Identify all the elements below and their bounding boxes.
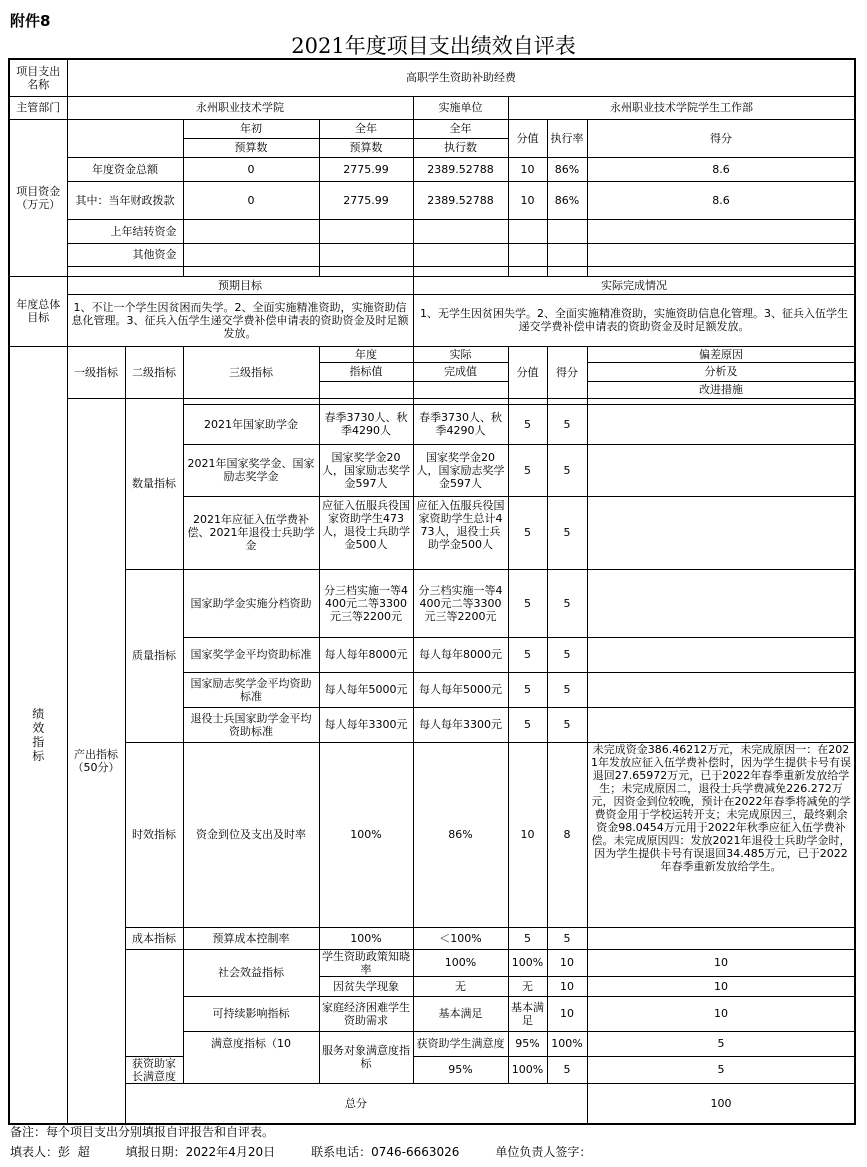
cost-indicator-label: 成本指标 [125, 927, 183, 949]
dept-value: 永州职业技术学院 [67, 96, 413, 119]
indicator-score: 5 [508, 496, 547, 569]
indicator-name: 2021年应征入伍学费补偿、2021年退役士兵助学金 [183, 496, 319, 569]
funds-row-label: 其他资金 [67, 243, 183, 266]
indicator-get: 5 [547, 672, 587, 707]
indicator-name: 国家励志奖学金平均资助标准 [183, 672, 319, 707]
indicator-score: 10 [547, 976, 587, 996]
indicator-done: 100% [508, 949, 547, 976]
indicator-done: 无 [508, 976, 547, 996]
funds-row-year: 2775.99 [319, 181, 413, 219]
funds-row-label: 年度资金总额 [67, 157, 183, 181]
indicator-get: 10 [587, 949, 855, 976]
funds-row-year: 2775.99 [319, 157, 413, 181]
indicator-get: 5 [547, 404, 587, 444]
time-indicator-label: 时效指标 [125, 742, 183, 927]
indicator-done: 基本满足 [508, 996, 547, 1031]
indicator-name: 获资助家长满意度 [125, 1056, 183, 1083]
funds-row-get: 8.6 [587, 157, 855, 181]
indicator-done: 分三档实施一等4400元二等3300元三等2200元 [413, 569, 508, 637]
indicator-name: 退役士兵国家助学金平均资助标准 [183, 707, 319, 742]
indicator-name: 2021年国家奖学金、国家励志奖学金 [183, 444, 319, 496]
indicator-score: 5 [508, 569, 547, 637]
indicator-done: 每人每年3300元 [413, 707, 508, 742]
indicator-score: 5 [508, 927, 547, 949]
satisfaction-indicator-label: 满意度指标（10 [183, 1031, 319, 1083]
indicator-target: 100% [413, 949, 508, 976]
indicator-score: 5 [508, 637, 547, 672]
expected-goal-label: 预期目标 [67, 276, 413, 294]
indicator-name: 因贫失学现象 [319, 976, 413, 996]
perf-h-target-1: 年度 [319, 346, 413, 362]
actual-goal-label: 实际完成情况 [413, 276, 855, 294]
indicator-done: ＜100% [413, 927, 508, 949]
indicator-get: 5 [547, 637, 587, 672]
qual-indicator-label: 质量指标 [125, 569, 183, 742]
project-name: 高职学生资助补助经费 [67, 59, 855, 96]
perf-h-done-2: 完成值 [413, 362, 508, 381]
perf-h-l1: 一级指标 [67, 346, 125, 398]
indicator-get: 5 [587, 1056, 855, 1083]
remark: 备注：每个项目支出分别填报自评报告和自评表。 [10, 1125, 275, 1139]
project-name-label: 项目支出名称 [9, 59, 67, 96]
filler: 填表人：彭 超 [10, 1145, 90, 1159]
indicator-get: 5 [547, 496, 587, 569]
perf-label: 绩效指标 [9, 346, 67, 1124]
social-indicator-label: 社会效益指标 [183, 949, 319, 996]
indicator-get: 10 [587, 976, 855, 996]
indicator-done: 86% [413, 742, 508, 927]
funds-h-exec-1: 全年 [413, 119, 508, 138]
indicator-target: 分三档实施一等4400元二等3300元三等2200元 [319, 569, 413, 637]
indicator-target: 100% [319, 927, 413, 949]
indicator-score: 5 [587, 1031, 855, 1056]
funds-row-begin: 0 [183, 181, 319, 219]
perf-h-done-1: 实际 [413, 346, 508, 362]
funds-row-exec: 2389.52788 [413, 181, 508, 219]
funds-h-score: 分值 [508, 119, 547, 157]
indicator-score: 5 [547, 1056, 587, 1083]
goals-label: 年度总体目标 [9, 276, 67, 346]
funds-row-label: 上年结转资金 [67, 219, 183, 243]
perf-h-l2: 二级指标 [125, 346, 183, 398]
indicator-done: 春季3730人、秋季4290人 [413, 404, 508, 444]
indicator-target: 春季3730人、秋季4290人 [319, 404, 413, 444]
indicator-get: 5 [547, 707, 587, 742]
perf-h-l3: 三级指标 [183, 346, 319, 398]
funds-header-blank [67, 119, 183, 157]
indicator-name: 国家助学金实施分档资助 [183, 569, 319, 637]
funds-row-score: 10 [508, 157, 547, 181]
footer-line [10, 1143, 627, 1160]
perf-h-reason-3: 改进措施 [587, 381, 855, 398]
deviation-reason: 未完成资金386.46212万元，未完成原因一：在2021年发放应征入伍学费补偿时，因为学生提供卡号有误退回27.65972万元，已于2022年春季重新发放给学生；未完成原因二，退役士兵学费减免226.272万元，因资金到位较晚，预计在2022年春季将减免的学费资金用于学校运转开支；未完成原因三，最终剩余资金98.0454万元用于2022年秋季应征入伍学费补偿。未完成原因四：发放2021年退役士兵助学金时，因为学生提供卡号有误退回34.485万元，已于2022年春季重新发放给学生。 [587, 742, 855, 927]
indicator-name: 2021年国家助学金 [183, 404, 319, 444]
indicator-target: 应征入伍服兵役国家资助学生473人，退役士兵助学金500人 [319, 496, 413, 569]
signature-label: 单位负责人签字： [495, 1145, 592, 1159]
funds-row-label: 其中：当年财政拨款 [67, 181, 183, 219]
funds-row-get: 8.6 [587, 181, 855, 219]
perf-h-target-2: 指标值 [319, 362, 413, 381]
indicator-score: 5 [508, 444, 547, 496]
expected-goal-text: 1、不让一个学生因贫困而失学。2、全面实施精准资助，实施资助信息化管理。3、征兵入伍学生递交学费补偿申请表的资助资金及时足额发放。 [67, 294, 413, 346]
dept-label: 主管部门 [9, 96, 67, 119]
page-title: 2021年度项目支出绩效自评表 [291, 34, 576, 58]
fill-date: 填报日期：2022年4月20日 [125, 1145, 276, 1159]
funds-h-year-1: 全年 [319, 119, 413, 138]
indicator-target: 每人每年5000元 [319, 672, 413, 707]
attachment-label: 附件8 [10, 12, 51, 30]
funds-row-score: 10 [508, 181, 547, 219]
indicator-name: 预算成本控制率 [183, 927, 319, 949]
indicator-done: 应征入伍服兵役国家资助学生总计473人，退役士兵助学金500人 [413, 496, 508, 569]
funds-h-rate: 执行率 [547, 119, 587, 157]
indicator-target: 100% [319, 742, 413, 927]
indicator-get: 8 [547, 742, 587, 927]
effect-indicator-label [125, 949, 183, 1056]
indicator-name: 国家奖学金平均资助标准 [183, 637, 319, 672]
perf-h-get: 得分 [547, 346, 587, 398]
indicator-target: 每人每年8000元 [319, 637, 413, 672]
perf-h-reason-1: 偏差原因 [587, 346, 855, 362]
funds-row-rate: 86% [547, 181, 587, 219]
indicator-target: 95% [413, 1056, 508, 1083]
indicator-target: 每人每年3300元 [319, 707, 413, 742]
indicator-target: 95% [508, 1031, 547, 1056]
impl-label: 实施单位 [413, 96, 508, 119]
service-satisfaction-label: 服务对象满意度指标 [319, 1031, 413, 1083]
indicator-done: 国家奖学金20人，国家励志奖学金597人 [413, 444, 508, 496]
indicator-get: 10 [587, 996, 855, 1031]
funds-label: 项目资金（万元） [9, 119, 67, 276]
funds-h-begin-2: 预算数 [183, 138, 319, 157]
indicator-score: 5 [508, 404, 547, 444]
phone: 联系电话：0746-6663026 [311, 1145, 460, 1159]
funds-h-get: 得分 [587, 119, 855, 157]
total-score: 100 [587, 1083, 855, 1124]
indicator-name: 资金到位及支出及时率 [183, 742, 319, 927]
funds-row-exec: 2389.52788 [413, 157, 508, 181]
indicator-done: 每人每年5000元 [413, 672, 508, 707]
indicator-score: 5 [508, 672, 547, 707]
funds-h-begin-1: 年初 [183, 119, 319, 138]
indicator-name: 学生资助政策知晓率 [319, 949, 413, 976]
funds-row-rate: 86% [547, 157, 587, 181]
sustain-indicator-label: 可持续影响指标 [183, 996, 319, 1031]
funds-h-year-2: 预算数 [319, 138, 413, 157]
indicator-target: 国家奖学金20人，国家励志奖学金597人 [319, 444, 413, 496]
actual-goal-text: 1、无学生因贫困失学。2、全面实施精准资助，实施资助信息化管理。3、征兵入伍学生递交学费补偿申请表的资助资金及时足额发放。 [413, 294, 855, 346]
indicator-done: 每人每年8000元 [413, 637, 508, 672]
indicator-score: 5 [508, 707, 547, 742]
output-indicator-label: 产出指标（50分） [67, 398, 125, 1124]
indicator-get: 5 [547, 444, 587, 496]
perf-h-score: 分值 [508, 346, 547, 398]
perf-h-reason-2: 分析及 [587, 362, 855, 381]
indicator-done: 100% [547, 1031, 587, 1056]
self-evaluation-table [8, 58, 856, 1125]
funds-h-exec-2: 执行数 [413, 138, 508, 157]
indicator-done: 100% [508, 1056, 547, 1083]
indicator-get: 5 [547, 569, 587, 637]
indicator-score: 10 [547, 996, 587, 1031]
indicator-get: 5 [547, 927, 587, 949]
indicator-target: 无 [413, 976, 508, 996]
indicator-target: 基本满足 [413, 996, 508, 1031]
qty-indicator-label: 数量指标 [125, 398, 183, 569]
total-label: 总分 [125, 1083, 587, 1124]
indicator-score: 10 [508, 742, 547, 927]
indicator-score: 10 [547, 949, 587, 976]
impl-value: 永州职业技术学院学生工作部 [508, 96, 855, 119]
indicator-name: 获资助学生满意度 [413, 1031, 508, 1056]
funds-row-begin: 0 [183, 157, 319, 181]
indicator-name: 家庭经济困难学生资助需求 [319, 996, 413, 1031]
